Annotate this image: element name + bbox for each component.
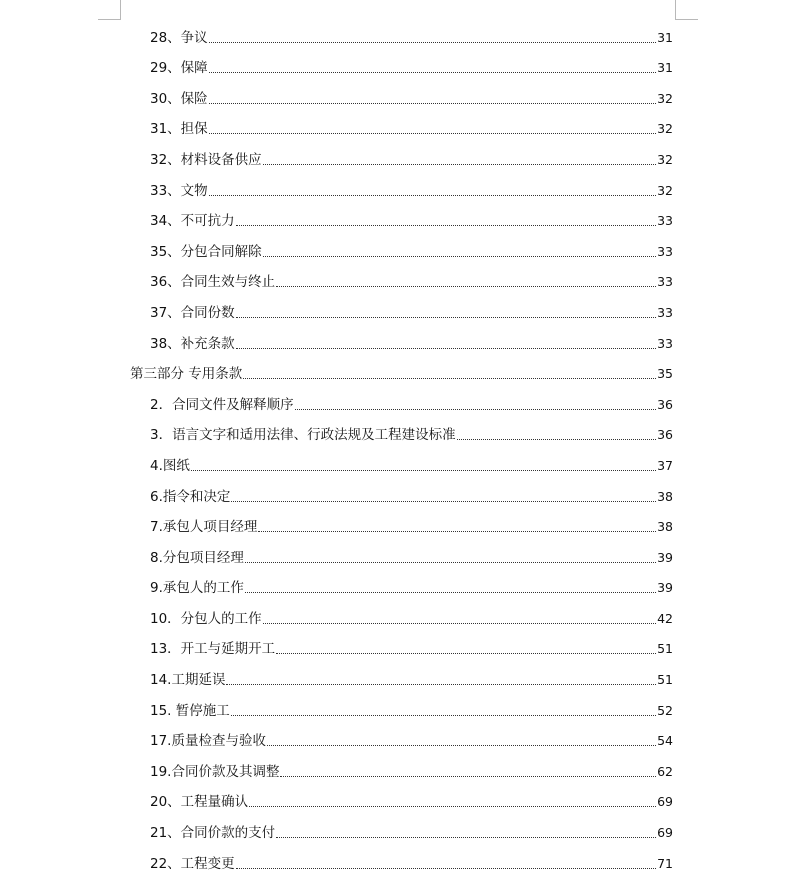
toc-entry-title: 29、保障	[150, 60, 208, 77]
toc-page-number: 32	[657, 90, 673, 106]
toc-page-number: 33	[657, 213, 673, 229]
toc-page-number: 71	[657, 855, 673, 871]
toc-page-number: 32	[657, 121, 673, 137]
toc-dot-leader	[276, 285, 656, 287]
toc-entry[interactable]	[0, 537, 797, 568]
toc-entry[interactable]	[0, 721, 797, 752]
toc-entry-title: 4.图纸	[150, 457, 190, 474]
toc-entry-title: 38、补充条款	[150, 335, 235, 352]
toc-dot-leader	[276, 652, 656, 654]
toc-page-number: 32	[657, 151, 673, 167]
toc-dot-leader	[263, 622, 656, 624]
toc-dot-leader	[209, 41, 656, 43]
toc-entry[interactable]	[0, 292, 797, 323]
toc-dot-leader	[209, 132, 656, 134]
toc-entry-title: 15. 暂停施工	[150, 702, 230, 719]
toc-entry-title: 37、合同份数	[150, 304, 235, 321]
toc-dot-leader	[209, 71, 656, 73]
toc-dot-leader	[231, 714, 656, 716]
toc-entry-title: 2．合同文件及解释顺序	[150, 396, 294, 413]
toc-entry-title: 13．开工与延期开工	[150, 641, 276, 658]
toc-entry-title: 17.质量检查与验收	[150, 733, 266, 750]
toc-entry[interactable]	[0, 139, 797, 170]
toc-entry[interactable]	[0, 629, 797, 660]
toc-entry-title: 3．语言文字和适用法律、行政法规及工程建设标准	[150, 427, 456, 444]
toc-entry-title: 21、合同价款的支付	[150, 825, 276, 842]
toc-dot-leader	[236, 347, 656, 349]
toc-entry-title: 20、工程量确认	[150, 794, 249, 811]
toc-page-number: 31	[657, 29, 673, 45]
toc-dot-leader	[245, 591, 656, 593]
toc-page-number: 69	[657, 794, 673, 810]
toc-dot-leader	[258, 530, 656, 532]
toc-entry-title: 34、不可抗力	[150, 213, 235, 230]
table-of-contents	[0, 17, 797, 874]
toc-entry[interactable]	[0, 415, 797, 446]
toc-entry[interactable]	[0, 782, 797, 813]
toc-page-number: 54	[657, 733, 673, 749]
toc-section-heading[interactable]	[0, 354, 797, 385]
toc-dot-leader	[249, 805, 656, 807]
toc-page-number: 32	[657, 182, 673, 198]
toc-entry-title: 36、合同生效与终止	[150, 274, 276, 291]
toc-entry-title: 33、文物	[150, 182, 208, 199]
toc-page-number: 69	[657, 825, 673, 841]
toc-entry-title: 10．分包人的工作	[150, 610, 262, 627]
toc-page-number: 62	[657, 763, 673, 779]
toc-entry-title: 28、争议	[150, 29, 208, 46]
toc-entry[interactable]	[0, 48, 797, 79]
toc-entry-title: 7.承包人项目经理	[150, 519, 258, 536]
toc-entry[interactable]	[0, 568, 797, 599]
toc-entry-title: 14.工期延误	[150, 672, 226, 689]
toc-dot-leader	[457, 438, 657, 440]
toc-dot-leader	[236, 867, 656, 869]
toc-entry[interactable]	[0, 659, 797, 690]
toc-page-number: 36	[657, 396, 673, 412]
toc-page-number: 39	[657, 549, 673, 565]
toc-entry[interactable]	[0, 843, 797, 874]
toc-page-number: 35	[657, 366, 673, 382]
toc-dot-leader	[231, 500, 656, 502]
toc-entry-title: 19.合同价款及其调整	[150, 763, 280, 780]
toc-entry-title: 32、材料设备供应	[150, 151, 262, 168]
toc-entry[interactable]	[0, 78, 797, 109]
toc-entry-title: 第三部分 专用条款	[130, 366, 243, 383]
toc-dot-leader	[295, 408, 657, 410]
toc-dot-leader	[276, 836, 656, 838]
toc-entry[interactable]	[0, 201, 797, 232]
toc-page-number: 33	[657, 243, 673, 259]
toc-entry[interactable]	[0, 598, 797, 629]
toc-entry[interactable]	[0, 690, 797, 721]
toc-entry-title: 30、保险	[150, 90, 208, 107]
toc-dot-leader	[209, 194, 656, 196]
toc-page-number: 31	[657, 60, 673, 76]
toc-entry[interactable]	[0, 812, 797, 843]
toc-dot-leader	[243, 377, 656, 379]
toc-dot-leader	[236, 224, 656, 226]
toc-dot-leader	[263, 255, 656, 257]
toc-dot-leader	[263, 163, 656, 165]
toc-entry-title: 9.承包人的工作	[150, 580, 244, 597]
toc-page-number: 42	[657, 610, 673, 626]
toc-page-number: 33	[657, 274, 673, 290]
toc-entry[interactable]	[0, 384, 797, 415]
toc-entry[interactable]	[0, 231, 797, 262]
toc-page-number: 38	[657, 488, 673, 504]
toc-dot-leader	[267, 744, 656, 746]
toc-dot-leader	[280, 775, 656, 777]
toc-entry[interactable]	[0, 17, 797, 48]
toc-page-number: 33	[657, 335, 673, 351]
toc-entry-title: 22、工程变更	[150, 855, 235, 872]
toc-page-number: 33	[657, 304, 673, 320]
toc-entry[interactable]	[0, 751, 797, 782]
toc-entry[interactable]	[0, 262, 797, 293]
toc-entry[interactable]	[0, 170, 797, 201]
toc-page-number: 52	[657, 702, 673, 718]
toc-entry[interactable]	[0, 445, 797, 476]
toc-entry-title: 31、担保	[150, 121, 208, 138]
toc-page-number: 39	[657, 580, 673, 596]
toc-entry[interactable]	[0, 507, 797, 538]
toc-dot-leader	[209, 102, 656, 104]
toc-dot-leader	[245, 561, 656, 563]
toc-page-number: 38	[657, 519, 673, 535]
toc-entry-title: 8.分包项目经理	[150, 549, 244, 566]
toc-dot-leader	[191, 469, 656, 471]
toc-entry[interactable]	[0, 323, 797, 354]
toc-page-number: 37	[657, 457, 673, 473]
toc-entry[interactable]	[0, 109, 797, 140]
toc-dot-leader	[236, 316, 656, 318]
toc-entry-title: 6.指令和决定	[150, 488, 231, 505]
toc-page-number: 51	[657, 641, 673, 657]
toc-entry-title: 35、分包合同解除	[150, 243, 262, 260]
toc-dot-leader	[226, 683, 656, 685]
toc-page-number: 51	[657, 672, 673, 688]
toc-entry[interactable]	[0, 476, 797, 507]
toc-page-number: 36	[657, 427, 673, 443]
